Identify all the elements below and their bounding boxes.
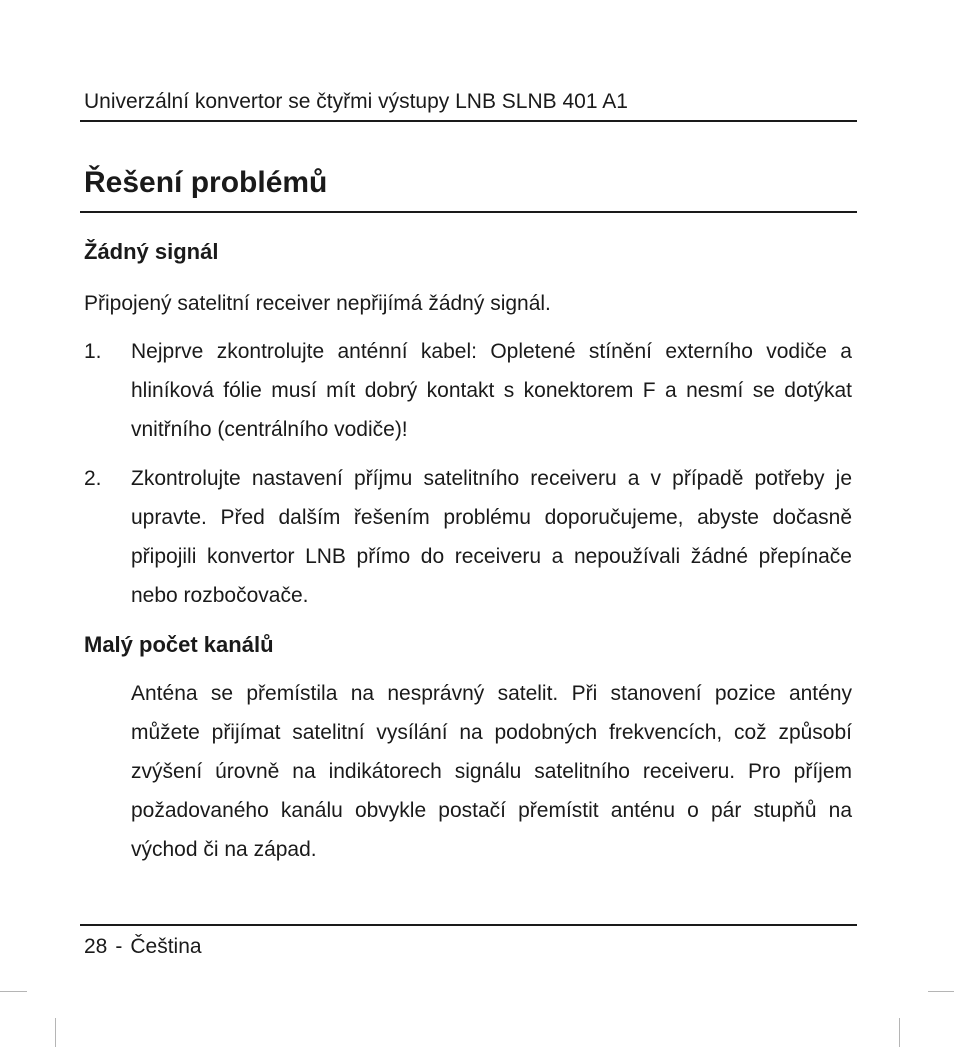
section-heading-few-channels: Malý počet kanálů (84, 632, 274, 657)
section-heading-no-signal: Žádný signál (84, 239, 219, 264)
footer-rule (80, 924, 857, 926)
crop-mark (0, 991, 27, 992)
list-item-number: 2. (84, 467, 102, 490)
list-item (84, 332, 852, 449)
list-item-number: 1. (84, 340, 102, 363)
list-item-text: Nejprve zkontrolujte anténní kabel: Opletené stínění externího vodiče a hliníková fólie musí mít dobrý kontakt s konektorem F a nesmí se dotýkat vnitřního (centrálního vodiče)! (131, 340, 852, 441)
page-footer (84, 932, 202, 962)
crop-mark (55, 1018, 56, 1047)
title-rule (80, 211, 857, 213)
crop-mark (928, 991, 954, 992)
page-number: 28 (84, 935, 108, 958)
list-item (84, 459, 852, 615)
header-rule (80, 120, 857, 122)
list-item-text: Zkontrolujte nastavení příjmu satelitního receiveru a v případě potřeby je upravte. Před dalším řešením problému doporučujeme, abyste dočasně připojili konvertor LNB přímo do receiveru a nepoužívali žádné přepínače nebo rozbočovače. (131, 467, 852, 607)
footer-language: Čeština (130, 935, 202, 958)
page-title: Řešení problémů (84, 166, 328, 199)
running-header: Univerzální konvertor se čtyřmi výstupy LNB SLNB 401 A1 (84, 90, 628, 113)
section-intro: Připojený satelitní receiver nepřijímá žádný signál. (84, 292, 551, 315)
footer-separator: - (115, 935, 123, 958)
section-paragraph: Anténa se přemístila na nesprávný satelit. Při stanovení pozice antény můžete přijímat satelitní vysílání na podobných frekvencích, což způsobí zvýšení úrovně na indikátorech signálu satelitního receiveru. Pro příjem požadovaného kanálu obvykle postačí přemístit anténu o pár stupňů na východ či na západ. (131, 682, 852, 861)
crop-mark (899, 1018, 900, 1047)
